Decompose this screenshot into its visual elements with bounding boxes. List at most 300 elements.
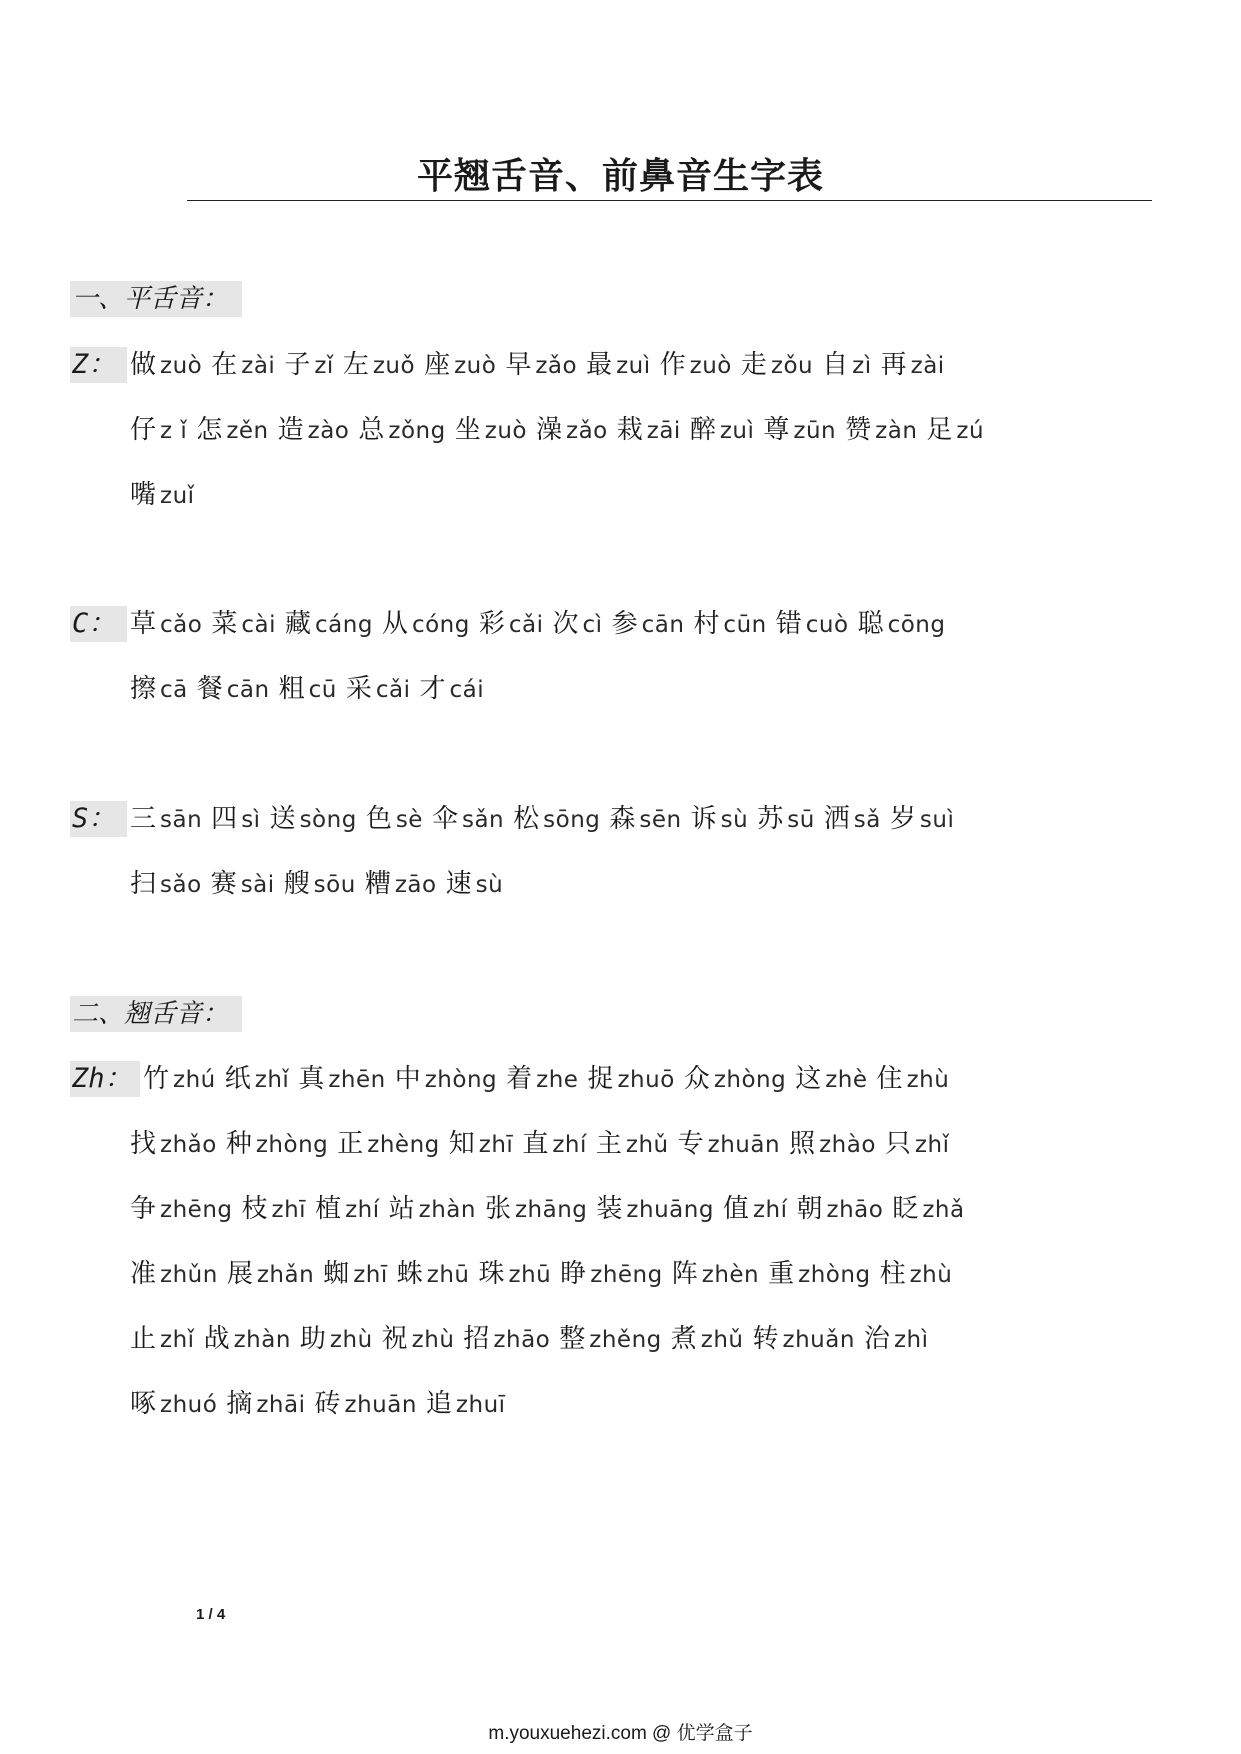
hanzi-char: 朝: [796, 1194, 823, 1224]
pinyin: zhàn: [418, 1197, 476, 1223]
hanzi-char: 座: [424, 350, 451, 380]
hanzi-char: 藏: [284, 609, 311, 639]
pinyin: zhǔ: [625, 1132, 669, 1158]
pinyin: cǎi: [508, 612, 544, 638]
pinyin: sì: [241, 807, 261, 833]
hanzi-char: 整: [559, 1324, 586, 1354]
pinyin: cān: [226, 677, 270, 703]
char-line: [130, 1319, 937, 1359]
pinyin: zhù: [909, 1262, 953, 1288]
pinyin: zhào: [819, 1132, 876, 1158]
char-entry: [845, 410, 917, 453]
pinyin: zhǐ: [160, 1327, 195, 1353]
char-entry: [926, 410, 984, 453]
pinyin: zhù: [329, 1327, 373, 1353]
char-entry: [389, 1189, 476, 1232]
pinyin: cáng: [315, 612, 373, 638]
char-line: [130, 1189, 974, 1229]
char-entry: [225, 1059, 290, 1102]
hanzi-char: 错: [775, 609, 802, 639]
pinyin: zhuó: [160, 1392, 218, 1418]
char-entry: [130, 1189, 233, 1232]
hanzi-char: 正: [337, 1129, 364, 1159]
pinyin: zhū: [508, 1262, 552, 1288]
pinyin: sù: [720, 807, 749, 833]
pinyin: zhòng: [255, 1132, 329, 1158]
char-entry: [858, 604, 946, 647]
char-line: [130, 799, 963, 839]
char-entry: [671, 1319, 744, 1362]
hanzi-char: 栽: [616, 415, 643, 445]
pinyin: zūn: [793, 418, 837, 444]
pinyin: cuò: [805, 612, 849, 638]
pinyin: zhēng: [160, 1197, 233, 1223]
hanzi-char: 醉: [689, 415, 716, 445]
pinyin: zhè: [825, 1067, 868, 1093]
hanzi-char: 擦: [130, 674, 157, 704]
hanzi-char: 准: [130, 1259, 157, 1289]
char-entry: [211, 799, 260, 842]
char-entry: [678, 1124, 780, 1167]
pinyin: sǎn: [461, 807, 505, 833]
char-entry: [315, 1189, 380, 1232]
hanzi-char: 招: [463, 1324, 490, 1354]
char-entry: [130, 475, 195, 518]
char-entry: [768, 1254, 870, 1297]
char-entry: [463, 1319, 550, 1362]
hanzi-char: 在: [211, 350, 238, 380]
hanzi-char: 蜘: [323, 1259, 350, 1289]
hanzi-char: 洒: [823, 804, 850, 834]
pinyin: zài: [910, 353, 945, 379]
hanzi-char: 粗: [278, 674, 305, 704]
char-entry: [279, 669, 337, 712]
hanzi-char: 森: [609, 804, 636, 834]
char-entry: [684, 1059, 786, 1102]
pinyin: zuò: [484, 418, 527, 444]
char-entry: [795, 1059, 867, 1102]
hanzi-char: 速: [445, 869, 472, 899]
char-entry: [864, 1319, 929, 1362]
pinyin: cóng: [411, 612, 470, 638]
char-entry: [723, 1189, 788, 1232]
char-entry: [196, 410, 268, 453]
hanzi-char: 色: [365, 804, 392, 834]
hanzi-char: 专: [677, 1129, 704, 1159]
pinyin: zǎo: [535, 353, 578, 379]
char-entry: [366, 799, 423, 842]
hanzi-char: 次: [552, 609, 579, 639]
pinyin: zhòng: [713, 1067, 787, 1093]
hanzi-char: 战: [203, 1324, 230, 1354]
hanzi-char: 转: [752, 1324, 779, 1354]
hanzi-char: 助: [299, 1324, 326, 1354]
hanzi-char: 从: [381, 609, 408, 639]
pinyin: zhòng: [424, 1067, 498, 1093]
hanzi-char: 知: [448, 1129, 475, 1159]
char-entry: [426, 1384, 506, 1427]
pinyin: zào: [307, 418, 350, 444]
hanzi-char: 怎: [196, 415, 223, 445]
hanzi-char: 止: [130, 1324, 157, 1354]
char-entry: [596, 1124, 669, 1167]
hanzi-char: 澡: [535, 415, 562, 445]
char-entry: [130, 1319, 195, 1362]
hanzi-char: 展: [226, 1259, 253, 1289]
pinyin: sòng: [299, 807, 357, 833]
hanzi-char: 松: [513, 804, 540, 834]
pinyin: zhí: [552, 1132, 587, 1158]
char-entry: [757, 799, 815, 842]
title-underline: [187, 200, 1152, 201]
hanzi-char: 张: [484, 1194, 511, 1224]
page-number: 1 / 4: [196, 1606, 226, 1623]
hanzi-char: 装: [596, 1194, 623, 1224]
hanzi-char: 赞: [845, 415, 872, 445]
char-entry: [337, 1124, 440, 1167]
hanzi-char: 聪: [857, 609, 884, 639]
char-entry: [485, 1189, 587, 1232]
char-line: [130, 1254, 961, 1294]
pinyin: zhěng: [589, 1327, 662, 1353]
char-entry: [300, 1319, 373, 1362]
char-entry: [211, 345, 275, 388]
char-entry: [690, 410, 755, 453]
group-tag-s: S：: [70, 801, 127, 837]
pinyin: zhuō: [617, 1067, 675, 1093]
pinyin: zhuī: [455, 1392, 506, 1418]
char-entry: [130, 345, 202, 388]
hanzi-char: 子: [284, 350, 311, 380]
pinyin: zāi: [646, 418, 681, 444]
char-entry: [505, 345, 577, 388]
char-line: [130, 1384, 515, 1424]
char-entry: [284, 345, 333, 388]
hanzi-char: 足: [926, 415, 953, 445]
hanzi-char: 只: [884, 1129, 911, 1159]
char-entry: [763, 410, 836, 453]
char-entry: [536, 410, 608, 453]
char-entry: [522, 1124, 587, 1167]
hanzi-char: 主: [595, 1129, 622, 1159]
char-entry: [776, 604, 849, 647]
pinyin: zhǔ: [700, 1327, 744, 1353]
pinyin: zuò: [454, 353, 497, 379]
pinyin: zàn: [875, 418, 918, 444]
page-title: 平翘舌音、前鼻音生字表: [416, 155, 824, 197]
pinyin: zǒng: [388, 418, 446, 444]
pinyin: zhū: [426, 1262, 470, 1288]
char-entry: [455, 410, 527, 453]
char-entry: [890, 799, 954, 842]
char-entry: [130, 1124, 217, 1167]
char-entry: [204, 1319, 291, 1362]
char-line: [130, 475, 204, 515]
pinyin: zǎo: [566, 418, 608, 444]
hanzi-char: 治: [863, 1324, 890, 1354]
pinyin: zhī: [271, 1197, 307, 1223]
pinyin: sài: [240, 872, 275, 898]
pinyin: sū: [787, 807, 815, 833]
hanzi-char: 真: [298, 1064, 325, 1094]
char-entry: [617, 410, 681, 453]
char-entry: [691, 799, 749, 842]
pinyin: zhuāng: [626, 1197, 714, 1223]
char-entry: [285, 604, 373, 647]
char-entry: [143, 1059, 216, 1102]
pinyin: zhǎo: [160, 1132, 217, 1158]
section-heading-flat-tongue: 一、平舌音：: [70, 281, 242, 317]
hanzi-char: 自: [822, 350, 849, 380]
hanzi-char: 阵: [671, 1259, 698, 1289]
pinyin: zhe: [536, 1067, 579, 1093]
hanzi-char: 做: [130, 350, 157, 380]
hanzi-char: 仔: [130, 415, 157, 445]
char-entry: [130, 1384, 217, 1427]
pinyin: zhēng: [590, 1262, 663, 1288]
pinyin: sān: [160, 807, 203, 833]
hanzi-char: 找: [130, 1129, 157, 1159]
char-entry: [587, 1059, 674, 1102]
hanzi-char: 菜: [211, 609, 238, 639]
pinyin: suì: [919, 807, 955, 833]
hanzi-char: 种: [225, 1129, 252, 1159]
char-entry: [343, 345, 415, 388]
char-entry: [284, 864, 356, 907]
pinyin: cā: [160, 677, 188, 703]
pinyin: cān: [641, 612, 685, 638]
pinyin: cì: [582, 612, 603, 638]
char-line: [130, 410, 993, 450]
char-entry: [660, 345, 732, 388]
char-entry: [270, 799, 357, 842]
hanzi-char: 值: [722, 1194, 749, 1224]
pinyin: zāo: [394, 872, 437, 898]
hanzi-char: 煮: [670, 1324, 697, 1354]
hanzi-char: 四: [211, 804, 238, 834]
pinyin: cài: [241, 612, 276, 638]
hanzi-char: 植: [315, 1194, 342, 1224]
char-entry: [226, 1124, 328, 1167]
pinyin: zhāo: [826, 1197, 884, 1223]
char-entry: [395, 1059, 497, 1102]
char-entry: [314, 1384, 416, 1427]
char-entry: [446, 864, 504, 907]
char-entry: [130, 799, 202, 842]
char-entry: [211, 604, 276, 647]
char-entry: [892, 1189, 964, 1232]
char-entry: [612, 604, 685, 647]
hanzi-char: 住: [876, 1064, 903, 1094]
hanzi-char: 餐: [196, 674, 223, 704]
char-entry: [323, 1254, 388, 1297]
pinyin: zhǐ: [914, 1132, 950, 1158]
pinyin: zhǎ: [922, 1197, 965, 1223]
hanzi-char: 三: [130, 804, 157, 834]
char-entry: [424, 345, 496, 388]
hanzi-char: 再: [880, 350, 907, 380]
hanzi-char: 啄: [130, 1389, 157, 1419]
hanzi-char: 嘴: [130, 480, 157, 510]
char-entry: [479, 604, 544, 647]
hanzi-char: 摘: [226, 1389, 253, 1419]
hanzi-char: 走: [740, 350, 767, 380]
hanzi-char: 砖: [314, 1389, 341, 1419]
hanzi-char: 草: [130, 609, 157, 639]
hanzi-char: 这: [795, 1064, 822, 1094]
pinyin: cǎo: [160, 612, 203, 638]
pinyin: zhǎn: [256, 1262, 315, 1288]
hanzi-char: 最: [586, 350, 613, 380]
pinyin: zú: [956, 418, 985, 444]
hanzi-char: 才: [419, 674, 446, 704]
hanzi-char: 尊: [763, 415, 790, 445]
char-entry: [560, 1254, 663, 1297]
hanzi-char: 眨: [892, 1194, 919, 1224]
pinyin: zhāng: [514, 1197, 588, 1223]
pinyin: zhuǎn: [782, 1327, 855, 1353]
char-entry: [596, 1189, 714, 1232]
pinyin: zhī: [478, 1132, 514, 1158]
char-entry: [130, 410, 187, 453]
hanzi-char: 造: [277, 415, 304, 445]
pinyin: zhāo: [493, 1327, 551, 1353]
hanzi-char: 站: [388, 1194, 415, 1224]
pinyin: zuò: [160, 353, 203, 379]
hanzi-char: 总: [358, 415, 385, 445]
group-tag-c: C：: [70, 606, 127, 642]
char-entry: [382, 1319, 455, 1362]
pinyin: zhǔn: [160, 1262, 218, 1288]
hanzi-char: 竹: [143, 1064, 170, 1094]
pinyin: zhí: [752, 1197, 788, 1223]
char-line: [130, 1124, 958, 1164]
footer-watermark: m.youxuehezi.com @ 优学盒子: [488, 1723, 753, 1744]
hanzi-char: 采: [345, 674, 372, 704]
hanzi-char: 左: [342, 350, 369, 380]
pinyin: zǐ: [314, 353, 334, 379]
char-entry: [796, 1189, 883, 1232]
pinyin: zhèng: [367, 1132, 440, 1158]
char-line: [143, 1059, 958, 1099]
char-entry: [278, 410, 350, 453]
char-entry: [877, 1059, 950, 1102]
pinyin: zhù: [411, 1327, 455, 1353]
char-entry: [513, 799, 600, 842]
hanzi-char: 柱: [879, 1259, 906, 1289]
char-entry: [130, 604, 202, 647]
char-entry: [226, 1384, 305, 1427]
hanzi-char: 送: [269, 804, 296, 834]
pinyin: zhī: [353, 1262, 388, 1288]
pinyin: zhì: [893, 1327, 929, 1353]
hanzi-char: 珠: [478, 1259, 505, 1289]
char-entry: [346, 669, 411, 712]
char-entry: [672, 1254, 759, 1297]
hanzi-char: 岁: [889, 804, 916, 834]
char-entry: [130, 1254, 218, 1297]
hanzi-char: 祝: [381, 1324, 408, 1354]
pinyin: z ǐ: [160, 418, 188, 444]
char-entry: [609, 799, 681, 842]
pinyin: cǎi: [375, 677, 411, 703]
char-entry: [586, 345, 651, 388]
pinyin: cái: [449, 677, 485, 703]
pinyin: sǎ: [853, 807, 881, 833]
pinyin: zhí: [345, 1197, 380, 1223]
char-entry: [881, 345, 945, 388]
char-entry: [211, 864, 275, 907]
char-entry: [432, 799, 504, 842]
pinyin: zài: [241, 353, 276, 379]
char-entry: [824, 799, 881, 842]
hanzi-char: 争: [130, 1194, 157, 1224]
hanzi-char: 中: [394, 1064, 421, 1094]
pinyin: zhàn: [233, 1327, 291, 1353]
pinyin: zhǐ: [254, 1067, 290, 1093]
section-heading-retroflex: 二、翘舌音：: [70, 996, 242, 1032]
hanzi-char: 参: [611, 609, 638, 639]
hanzi-char: 苏: [757, 804, 784, 834]
pinyin: zhù: [906, 1067, 950, 1093]
pinyin: sǎo: [160, 872, 202, 898]
group-tag-zh: Zh：: [70, 1061, 140, 1097]
hanzi-char: 枝: [241, 1194, 268, 1224]
char-entry: [789, 1124, 876, 1167]
char-entry: [885, 1124, 950, 1167]
pinyin: zhāi: [256, 1392, 306, 1418]
pinyin: zuì: [719, 418, 755, 444]
pinyin: zuì: [616, 353, 651, 379]
hanzi-char: 蛛: [396, 1259, 423, 1289]
char-entry: [506, 1059, 578, 1102]
char-entry: [478, 1254, 551, 1297]
hanzi-char: 扫: [130, 869, 157, 899]
char-entry: [880, 1254, 953, 1297]
char-entry: [741, 345, 813, 388]
pinyin: sè: [395, 807, 423, 833]
pinyin: zhēn: [328, 1067, 386, 1093]
hanzi-char: 糟: [364, 869, 391, 899]
pinyin: zhuān: [344, 1392, 417, 1418]
hanzi-char: 诉: [690, 804, 717, 834]
char-entry: [420, 669, 485, 712]
char-line: [130, 345, 954, 385]
char-entry: [449, 1124, 514, 1167]
char-entry: [365, 864, 437, 907]
hanzi-char: 伞: [431, 804, 458, 834]
hanzi-char: 彩: [478, 609, 505, 639]
hanzi-char: 众: [683, 1064, 710, 1094]
pinyin: zhèn: [701, 1262, 760, 1288]
char-entry: [753, 1319, 855, 1362]
char-entry: [130, 864, 202, 907]
char-line: [130, 864, 512, 904]
pinyin: zì: [852, 353, 872, 379]
pinyin: zuǐ: [160, 483, 195, 509]
char-entry: [397, 1254, 470, 1297]
pinyin: zuǒ: [372, 353, 416, 379]
hanzi-char: 纸: [224, 1064, 251, 1094]
char-entry: [693, 604, 766, 647]
char-entry: [358, 410, 445, 453]
hanzi-char: 早: [505, 350, 532, 380]
hanzi-char: 重: [768, 1259, 795, 1289]
char-entry: [227, 1254, 314, 1297]
char-entry: [130, 669, 188, 712]
hanzi-char: 照: [789, 1129, 816, 1159]
char-entry: [822, 345, 871, 388]
